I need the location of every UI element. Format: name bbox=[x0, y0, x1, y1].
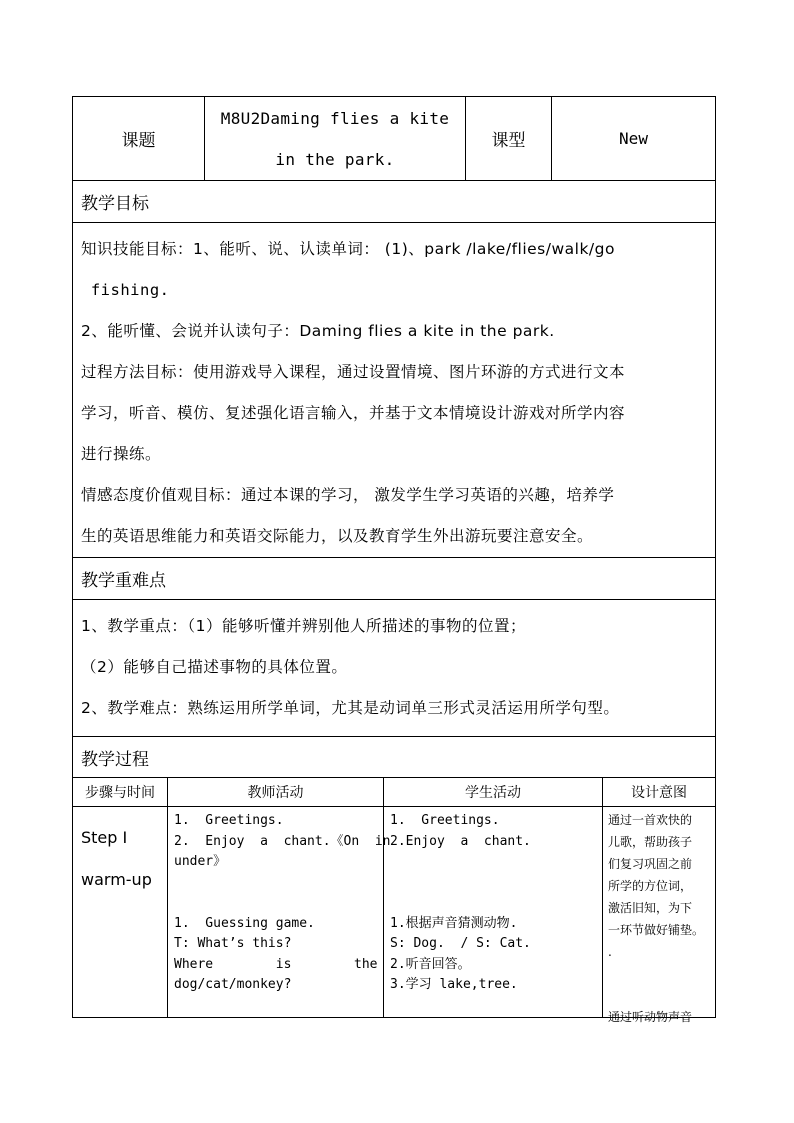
keypoints-body bbox=[73, 600, 715, 729]
col-header-teacher: 教师活动 bbox=[168, 778, 384, 806]
keypoint-line: 1、教学重点：（1）能够听懂并辨别他人所描述的事物的位置； bbox=[81, 617, 526, 635]
intent-line: 通过听动物声音 bbox=[608, 1010, 693, 1024]
topic-label: 课题 bbox=[73, 97, 205, 180]
intent-line: 通过一首欢快的 bbox=[608, 813, 693, 827]
teacher-line: Where is the bbox=[174, 956, 378, 972]
intent-line: 一环节做好铺垫。 bbox=[608, 923, 705, 937]
col-header-step: 步骤与时间 bbox=[73, 778, 168, 806]
student-line: S: Dog. / S: Cat. bbox=[390, 936, 531, 951]
process-heading-row bbox=[73, 737, 715, 778]
step-title: Step I bbox=[81, 828, 128, 847]
keypoint-line: （2）能够自己描述事物的具体位置。 bbox=[81, 658, 348, 676]
student-line: 2.Enjoy a chant. bbox=[390, 833, 531, 849]
teacher-line: 1. Greetings. bbox=[174, 813, 284, 828]
topic-line-1: M8U2Daming flies a kite bbox=[220, 108, 450, 128]
objective-line: 生的英语思维能力和英语交际能力，以及教育学生外出游玩要注意安全。 bbox=[81, 527, 594, 545]
intent-line: 儿歌，帮助孩子 bbox=[608, 835, 693, 849]
objective-line: fishing. bbox=[81, 281, 170, 299]
student-line: 1.根据声音猜测动物. bbox=[390, 915, 518, 931]
topic-value bbox=[205, 97, 466, 180]
header-row bbox=[73, 97, 715, 181]
student-activity-cell bbox=[384, 807, 603, 1017]
teacher-activity-cell bbox=[168, 807, 391, 1017]
keypoints-body-row bbox=[73, 600, 715, 737]
student-line: 2.听音回答。 bbox=[390, 956, 471, 972]
objective-line: 2、能听懂、会说并认读句子：Daming flies a kite in the park. bbox=[81, 322, 555, 340]
objective-line: 过程方法目标：使用游戏导入课程，通过设置情境、图片环游的方式进行文本 bbox=[81, 363, 626, 381]
student-line bbox=[390, 873, 531, 894]
lesson-plan-table bbox=[72, 96, 716, 1024]
intent-line: 激活旧知，为下 bbox=[608, 901, 693, 915]
intent-line bbox=[608, 963, 704, 1006]
step-cell bbox=[73, 807, 168, 1017]
intent-line: 所学的方位词， bbox=[608, 879, 693, 893]
process-heading: 教学过程 bbox=[81, 750, 149, 770]
teacher-line: 1. Guessing game. bbox=[174, 915, 315, 931]
objectives-body bbox=[73, 223, 715, 557]
intent-cell bbox=[603, 807, 715, 1024]
teacher-line bbox=[174, 893, 391, 914]
intent-line: 们复习巩固之前 bbox=[608, 857, 693, 871]
col-header-intent: 设计意图 bbox=[631, 785, 687, 801]
teacher-line: T: What’s this? bbox=[174, 936, 292, 951]
keypoints-heading: 教学重难点 bbox=[81, 571, 166, 591]
type-label: 课型 bbox=[466, 97, 552, 180]
student-line: 3.学习 lake,tree. bbox=[390, 977, 518, 992]
intent-line: . bbox=[608, 945, 612, 959]
student-line bbox=[390, 893, 531, 914]
process-body-row bbox=[73, 807, 715, 1024]
keypoints-heading-row bbox=[73, 558, 715, 600]
objectives-heading-row bbox=[73, 181, 715, 223]
type-value: New bbox=[619, 129, 648, 148]
teacher-line: 2. Enjoy a chant.《On in bbox=[174, 833, 391, 849]
objectives-heading: 教学目标 bbox=[81, 194, 149, 214]
process-header-row bbox=[73, 778, 715, 807]
student-line bbox=[390, 852, 531, 873]
objectives-body-row bbox=[73, 223, 715, 558]
student-line: 1. Greetings. bbox=[390, 813, 500, 828]
objective-line: 进行操练。 bbox=[81, 445, 162, 463]
col-header-student: 学生活动 bbox=[384, 778, 603, 806]
step-subtitle: warm-up bbox=[81, 870, 152, 889]
objective-line: 知识技能目标：1、能听、说、认读单词： (1)、park /lake/flies/walk/go bbox=[81, 240, 615, 258]
teacher-line: dog/cat/monkey? bbox=[174, 977, 292, 992]
teacher-line bbox=[174, 873, 391, 894]
topic-line-2: in the park. bbox=[275, 149, 395, 169]
objective-line: 情感态度价值观目标：通过本课的学习， 激发学生学习英语的兴趣，培养学 bbox=[81, 486, 615, 504]
keypoint-line: 2、教学难点：熟练运用所学单词，尤其是动词单三形式灵活运用所学句型。 bbox=[81, 699, 620, 717]
objective-line: 学习，听音、模仿、复述强化语言输入，并基于文本情境设计游戏对所学内容 bbox=[81, 404, 626, 422]
teacher-line: under》 bbox=[174, 854, 227, 869]
